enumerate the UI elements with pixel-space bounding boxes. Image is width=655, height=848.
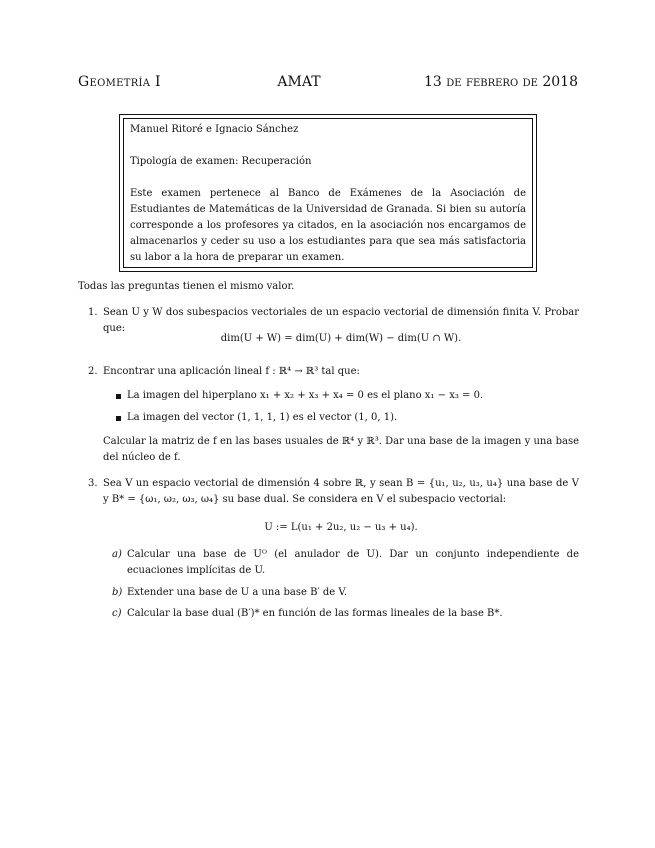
header-center: AMAT — [277, 74, 321, 90]
header-subject: Geometría I — [78, 74, 161, 90]
bank-note: Este examen pertenece al Banco de Exámenes de la Asociación de Estudiantes de Matemáticas de la Universidad de Granada. Si bien su autoría corresponde a los profesores ya citados, en la asociación nos encargamos de almacenarlos y ceder su uso a los estudiantes para que sea más satisfactoria su labor a la hora de preparar un examen. — [130, 188, 526, 263]
q2-number: 2. — [88, 366, 98, 377]
q2-text: Encontrar una aplicación lineal f : ℝ⁴ → ℝ³ tal que: — [103, 366, 360, 377]
q3-b-text: Extender una base de U a una base B′ de V. — [127, 587, 348, 598]
bullet-icon — [116, 416, 121, 421]
q2-closing: Calcular la matriz de f en las bases usuales de ℝ⁴ y ℝ³. Dar una base de la imagen y una base del núcleo de f. — [103, 436, 579, 463]
q3-a-label: a) — [112, 549, 122, 560]
q3-text: Sea V un espacio vectorial de dimensión 4 sobre ℝ, y sean B = {u₁, u₂, u₃, u₄} una base de V y B* = {ω₁, ω₂, ω₃, ω₄} su base dual. Se considera en V el subespacio vectorial: — [103, 478, 579, 505]
q1-number: 1. — [88, 307, 98, 318]
q3-c-label: c) — [112, 608, 122, 619]
exam-type: Tipología de examen: Recuperación — [130, 156, 312, 167]
authors: Manuel Ritoré e Ignacio Sánchez — [130, 124, 299, 135]
info-box — [119, 114, 537, 272]
bullet-icon — [116, 394, 121, 399]
q2-bullet-2: La imagen del vector (1, 1, 1, 1) es el vector (1, 0, 1). — [127, 412, 398, 423]
q3-number: 3. — [88, 478, 98, 489]
q3-c-text: Calcular la base dual (B′)* en función de las formas lineales de la base B*. — [127, 608, 503, 619]
q1-formula: dim(U + W) = dim(U) + dim(W) − dim(U ∩ W). — [220, 333, 462, 344]
intro-text: Todas las preguntas tienen el mismo valor. — [78, 281, 295, 292]
q2-bullet-1: La imagen del hiperplano x₁ + x₂ + x₃ + x₄ = 0 es el plano x₁ − x₃ = 0. — [127, 390, 484, 401]
header-date: 13 de febrero de 2018 — [423, 74, 578, 90]
q3-formula: U := L(u₁ + 2u₂, u₂ − u₃ + u₄). — [264, 522, 418, 533]
page-header — [78, 74, 578, 94]
q3-a-text: Calcular una base de Uᴼ (el anulador de U). Dar un conjunto independiente de ecuaciones implícitas de U. — [127, 549, 579, 576]
info-box-inner — [123, 118, 533, 268]
q3-b-label: b) — [112, 587, 123, 598]
q1-text: Sean U y W dos subespacios vectoriales de un espacio vectorial de dimensión finita V. Probar que: — [103, 307, 579, 334]
